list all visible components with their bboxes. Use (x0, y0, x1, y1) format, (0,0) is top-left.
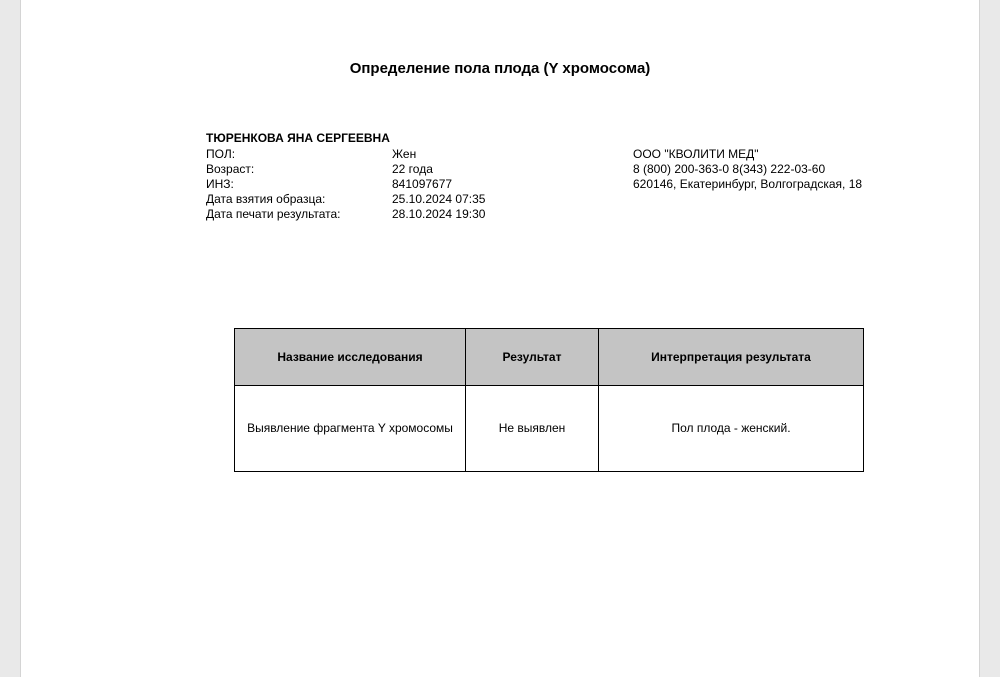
header-interpretation: Интерпретация результата (599, 329, 864, 386)
field-label: Дата взятия образца: (206, 192, 326, 206)
field-value: 25.10.2024 07:35 (392, 192, 486, 206)
results-table (234, 328, 864, 472)
organization-address: 620146, Екатеринбург, Волгоградская, 18 (633, 177, 863, 191)
organization-name: ООО "КВОЛИТИ МЕД" (633, 147, 759, 161)
organization-phones: 8 (800) 200-363-0 8(343) 222-03-60 (633, 162, 826, 176)
field-value: Жен (392, 147, 417, 161)
organization-info (633, 147, 862, 192)
document-title: Определение пола плода (Y хромосома) (349, 60, 651, 77)
document-page (20, 0, 980, 677)
patient-info (206, 131, 485, 222)
field-label: ПОЛ: (206, 147, 236, 161)
header-test-name: Название исследования (235, 329, 466, 386)
patient-field-print-date (206, 207, 485, 222)
header-result: Результат (466, 329, 599, 386)
field-label: Возраст: (206, 162, 255, 176)
cell-test-name: Выявление фрагмента Y хромосомы (235, 386, 466, 472)
table-row (235, 386, 864, 472)
table-header-row (235, 329, 864, 386)
patient-field-id (206, 177, 485, 192)
patient-field-sample-date (206, 192, 485, 207)
cell-result: Не выявлен (466, 386, 599, 472)
field-label: Дата печати результата: (206, 207, 341, 221)
cell-interpretation: Пол плода - женский. (599, 386, 864, 472)
field-value: 22 года (392, 162, 433, 176)
patient-name: ТЮРЕНКОВА ЯНА СЕРГЕЕВНА (206, 131, 390, 145)
patient-field-sex (206, 147, 485, 162)
field-label: ИНЗ: (206, 177, 234, 191)
field-value: 28.10.2024 19:30 (392, 207, 486, 221)
patient-field-age (206, 162, 485, 177)
field-value: 841097677 (392, 177, 453, 191)
